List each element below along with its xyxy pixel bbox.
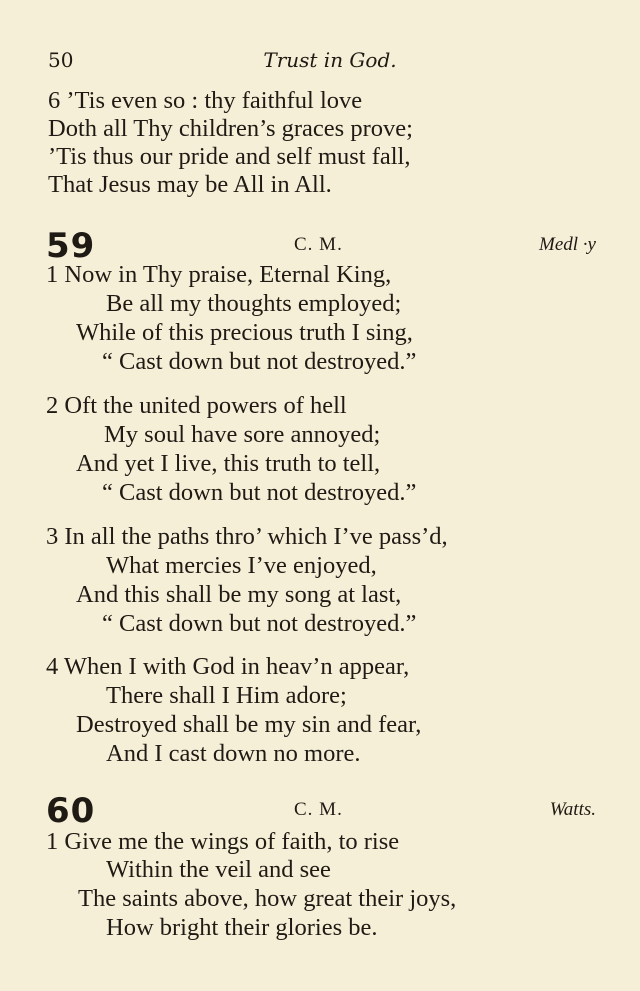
verse-line: 4 When I with God in heav’n appear, bbox=[46, 653, 410, 680]
verse-line: “ Cast down but not destroyed.” bbox=[102, 610, 417, 637]
hymn-number: 59 bbox=[46, 226, 96, 266]
running-title: Trust in God. bbox=[263, 48, 397, 72]
verse-line: 1 Give me the wings of faith, to rise bbox=[46, 828, 400, 855]
verse-line: 2 Oft the united powers of hell bbox=[46, 392, 347, 419]
prev-stanza-line: That Jesus may be All in All. bbox=[48, 171, 332, 198]
verse-line: My soul have sore annoyed; bbox=[104, 421, 381, 448]
hymn-tune: Watts. bbox=[549, 799, 596, 820]
verse-line: Be all my thoughts employed; bbox=[106, 290, 402, 317]
verse-line: While of this precious truth I sing, bbox=[76, 319, 413, 346]
verse-line: “ Cast down but not destroyed.” bbox=[102, 479, 417, 506]
verse-line: And yet I live, this truth to tell, bbox=[76, 450, 381, 477]
verse-line: There shall I Him adore; bbox=[106, 682, 347, 709]
verse-line: The saints above, how great their joys, bbox=[78, 885, 457, 912]
prev-stanza-line: Doth all Thy children’s graces prove; bbox=[48, 115, 413, 142]
verse-line: 1 Now in Thy praise, Eternal King, bbox=[46, 261, 392, 288]
page-number: 50 bbox=[48, 48, 74, 72]
verse-line: “ Cast down but not destroyed.” bbox=[102, 348, 417, 375]
verse-line: Within the veil and see bbox=[106, 856, 331, 883]
prev-stanza-line: ’Tis thus our pride and self must fall, bbox=[48, 143, 411, 170]
hymn-59-header bbox=[0, 226, 640, 266]
verse-line: And I cast down no more. bbox=[106, 740, 361, 767]
prev-stanza-line: 6 ’Tis even so : thy faithful love bbox=[48, 87, 363, 114]
hymn-60-header bbox=[0, 791, 640, 831]
verse-line: Destroyed shall be my sin and fear, bbox=[76, 711, 422, 738]
hymn-number: 60 bbox=[46, 791, 96, 831]
hymn-meter: C. M. bbox=[294, 799, 343, 820]
verse-line: How bright their glories be. bbox=[106, 914, 378, 941]
verse-line: 3 In all the paths thro’ which I’ve pass’d, bbox=[46, 523, 448, 550]
verse-line: What mercies I’ve enjoyed, bbox=[106, 552, 377, 579]
page-header bbox=[0, 44, 640, 74]
verse-line: And this shall be my song at last, bbox=[76, 581, 402, 608]
hymn-meter: C. M. bbox=[294, 234, 343, 255]
hymn-tune: Medl ·y bbox=[539, 234, 596, 255]
